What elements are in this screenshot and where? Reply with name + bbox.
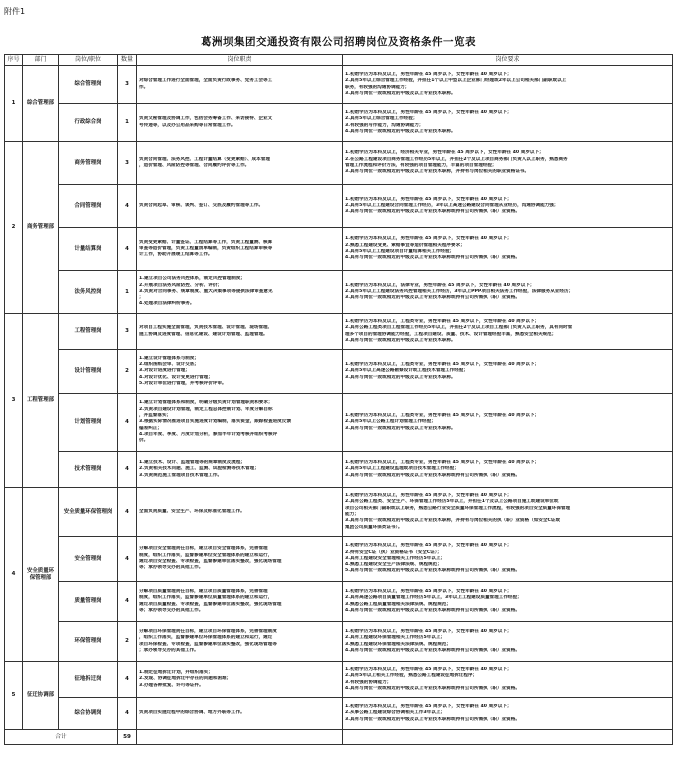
headcount: 3 — [118, 66, 137, 104]
header-cell: 岗位/职位 — [59, 55, 118, 66]
duty-line: 3.负责规范施工管理项目技术管理工作。 — [139, 472, 223, 478]
headcount: 4 — [118, 582, 137, 622]
row-index: 2 — [5, 142, 23, 314]
requirement-line: 1.初始学历为本科及以上，工程类专业，男性年龄在 45 周岁以下，女性年龄在 40 周岁以下； — [345, 460, 540, 466]
requirement-line: 3.具有与岗位一致或相近的中级及以上专业技术职称或持有公司所需执（职）业资格。 — [345, 472, 520, 478]
requirement-line: 2.具有5年以上高速公路勘察设计或工程技术管理工作经验； — [345, 368, 468, 374]
duties-cell — [137, 350, 343, 394]
duty-line: 5.对设计单位进行管理，并考核评价评审。 — [139, 380, 227, 386]
requirement-line: 1.初始学历为本科及以上，男性年龄在 45 周岁以下，女性年龄在 40 周岁以下； — [345, 109, 512, 115]
header-cell: 部门 — [23, 55, 59, 66]
table-row — [5, 662, 673, 698]
requirement-line: 1.初始学历为本科及以上，男性年龄在 45 周岁以下，女性年龄在 40 周岁以下； — [345, 704, 512, 710]
requirement-line: 1.初始学历为本科及以上，经济相关专业，男性年龄在 45 周岁以下，女性年龄在 40 周岁以下； — [345, 150, 544, 156]
requirement-line: 3.具有5年以上工程建设项目计量结算相关工作经验； — [345, 249, 455, 254]
requirement-line: 3.熟悉公路工程质量管理相关法律法规、规程规范； — [345, 601, 452, 607]
duty-line: 2.组织图纸会审、设计交底； — [139, 362, 200, 368]
position-name: 安全质量环保管理岗 — [59, 488, 118, 537]
duty-line: 2.发现、协调征地拆迁中存在的问题和困难； — [139, 676, 232, 682]
requirement-line: 2.具有5年以上综合管理工作经验； — [345, 116, 418, 122]
headcount: 1 — [118, 104, 137, 142]
requirement-line: 3.具有与岗位一致或相近的中级及以上专业技术职称。 — [345, 374, 456, 380]
requirement-line: 3.具有与岗位一致或相近的中级及以上专业技术职称。 — [345, 425, 456, 431]
table-row — [5, 452, 673, 488]
position-name: 设计管理岗 — [59, 350, 118, 394]
duties-cell — [137, 582, 343, 622]
duties-cell — [137, 452, 343, 488]
duty-line: 4.处理项目法律纠纷事务。 — [139, 301, 195, 307]
requirements-cell — [343, 488, 673, 537]
requirements-cell — [343, 228, 673, 271]
requirement-line: 3.具有与岗位一致或相近的中级及以上专业技术职称。 — [345, 337, 456, 343]
duty-line: ，并监督落实； — [139, 413, 172, 419]
attachment-label: 附件1 — [4, 7, 26, 16]
duty-line: 通过项目质量检查、专项检查，监督参建单位落实整改，强化现场管理 — [139, 601, 282, 607]
position-name: 综合协调岗 — [59, 698, 118, 730]
requirement-line: 2.具有公路工程类、安全生产、环保管理工作经历5年以上，并担任1个及以上公路项目施工或建设单位或 — [345, 499, 559, 505]
requirement-line: 理多个项目的管理协调能力经验，工程项目建设、质量、技术、设计管理经验丰富，熟悉安全相关规范； — [345, 331, 557, 337]
duty-line: 3.办理各种批复、许可等证件。 — [139, 682, 204, 688]
position-name: 综合管理岗 — [59, 66, 118, 104]
duty-line: 2.负责相关技术问题、施工、监测、试验检测等技术管理； — [139, 466, 259, 472]
requirements-cell — [343, 350, 673, 394]
headcount: 4 — [118, 488, 137, 537]
duty-line: 等；承办领导交办的其他工作。 — [139, 565, 204, 571]
requirements-cell — [343, 452, 673, 488]
duty-line: 审查等造价管理，负责工程量清单编制，负责组织工程结算审核等 — [139, 245, 273, 251]
duty-line: 1.建立项目公司法务风控体系，制定风控管理制度； — [139, 276, 246, 282]
headcount: 2 — [118, 622, 137, 662]
table-row — [5, 185, 673, 228]
position-name: 技术管理岗 — [59, 452, 118, 488]
requirement-line: 集团公司质量环保类证书）。 — [345, 524, 403, 530]
table-row — [5, 314, 673, 350]
duties-cell — [137, 314, 343, 350]
duty-line: ； — [139, 295, 144, 301]
duty-line: ，组织工作落实，监督参建单位环保管理体系的建立和运行，通过 — [139, 635, 273, 641]
duty-line: 1.建立计划管理体系和制度，明确分级负责计划管理职责和要求； — [139, 400, 273, 406]
department-name: 商务管理部 — [23, 142, 59, 314]
requirement-line: 3.有较强的写作能力，沟通协调能力； — [345, 122, 424, 128]
requirement-line: 2.具有5年以上综合管理工作经验，并担任1个以上中型以上企业部门经理或2年以上公司相关部门副职或以上 — [345, 78, 567, 84]
total-count: 59 — [118, 730, 137, 745]
duty-line: 偏差纠正； — [139, 425, 162, 431]
duties-cell — [137, 394, 343, 452]
duty-line: 分解项目质量管理责任目标，建立项目质量管理体系，完善管理 — [139, 588, 268, 594]
headcount: 3 — [118, 142, 137, 185]
requirement-line: 5.具有与岗位一致或相近的中级及以上专业技术职称或持有公司所需执（职）业资格。 — [345, 568, 520, 574]
requirement-line: 管理工作流程和评价方法，有较强的项目管理能力，丰富的项目管理经验； — [345, 163, 497, 168]
total-row — [5, 730, 673, 745]
duty-line: 负责项目实施过程中的综合协调、地方外联等工作。 — [139, 710, 245, 716]
headcount: 3 — [118, 314, 137, 350]
headcount: 4 — [118, 662, 137, 698]
duty-line: 负责文秘管理及协调工作，包括会务筹备工作、来访接待、企业文 — [139, 116, 273, 122]
requirement-line: 1.初始学历为本科及以上，男性年龄在 45 周岁以下，女性年龄在 40 周岁以下； — [345, 236, 512, 242]
position-name: 工程管理岗 — [59, 314, 118, 350]
position-name: 安全管理岗 — [59, 537, 118, 582]
requirement-line: 3.具有与岗位一致或相近的中级及以上专业技术职称。 — [345, 90, 456, 96]
requirement-line: 2.具有5年以上工程建设监理或项目技术管理工作经验； — [345, 466, 459, 472]
duty-line: 4.对设计优化、设计变更进行管理； — [139, 374, 213, 380]
position-name: 质量管理岗 — [59, 582, 118, 622]
requirement-line: 1.初始学历为本科及以上，男性年龄在 45 周岁以下，女性年龄在 40 周岁以下； — [345, 493, 512, 499]
requirement-line: 4.熟悉工程建设安全生产法律法规、规程规范； — [345, 562, 442, 568]
requirements-cell — [343, 271, 673, 314]
total-empty-cell — [137, 730, 343, 745]
duty-line: 3.负责对合同事务、规章制度、重大决策事项等提供法律审查意见 — [139, 288, 273, 294]
requirement-line: 2.具有工程建设环保管理相关工作经历5年以上； — [345, 635, 446, 641]
requirements-cell — [343, 142, 673, 185]
requirement-line: 1.初始学历为本科及以上，法律专业，男性年龄在 45 周岁以下，女性年龄在 40 周岁以下； — [345, 282, 535, 288]
duty-line: 对综合管理工作进行全面管理，全面负责行政事务、党务工会等工 — [139, 78, 273, 84]
headcount: 4 — [118, 394, 137, 452]
headcount: 4 — [118, 452, 137, 488]
requirements-cell — [343, 582, 673, 622]
table-row — [5, 228, 673, 271]
requirement-line: 4.具有与岗位一致或相近的中级及以上专业技术职称或持有公司所需执（职）业资格。 — [345, 685, 520, 691]
requirement-line: 3.具有工程建设安全管理相关工作经历5年以上； — [345, 555, 446, 561]
requirement-line: 2.具有5年以上相关工作经验，熟悉公路工程建设征地拆迁程序； — [345, 673, 478, 679]
requirement-line: 2.具有5年以上工程建设法务风控管理相关工作经历，3年以上PPP项目相关法务工作经验，法律服务从业经历； — [345, 288, 574, 294]
requirement-line: 4.具有与岗位一致或相近的中级及以上专业技术职称。 — [345, 128, 456, 134]
duty-line: 分解项目环保管理责任目标，建立项目环保管理体系，完善管理制度 — [139, 628, 277, 634]
requirement-line: 1.初始学历为本科及以上，男性年龄在 45 周岁以下，女性年龄在 40 周岁以下； — [345, 543, 512, 549]
requirement-line: 2.具有高速公路项目质量管理工作经历5年以上，3年以上工程建设质量管理工作经验； — [345, 595, 522, 601]
header-cell: 岗位职责 — [137, 55, 343, 66]
duty-line: 2.负责项目建设计划管理，制定工程总体控制计划、年度分解目标 — [139, 406, 273, 412]
position-name: 合同管理岗 — [59, 185, 118, 228]
requirement-line: 3.熟悉工程建设环保管理相关法律法规、规程规范； — [345, 641, 452, 647]
requirement-line: 1.初始学历为本科及以上，男性年龄在 45 周岁以下，女性年龄在 40 周岁以下； — [345, 588, 512, 594]
duty-line: 3.根据实际情况推进项目实施进度计划编制，落实资金，跟踪检查进度反馈 — [139, 419, 291, 425]
requirement-line: 3.具有与岗位一致或相近的中级及以上专业技术职称或持有公司所需执（职）业资格。 — [345, 209, 520, 215]
requirement-line: 3.有较强的协调能力； — [345, 679, 392, 685]
row-index: 4 — [5, 488, 23, 662]
duty-line: 计工作，协助开展竣工结算等工作。 — [139, 252, 213, 258]
position-name: 环保管理岗 — [59, 622, 118, 662]
duty-line: 对项目工程实施全面管理，负责技术管理、设计管理、现场管理、 — [139, 325, 273, 331]
table-row — [5, 66, 673, 104]
table-row — [5, 582, 673, 622]
recruitment-table — [4, 54, 673, 745]
requirements-cell — [343, 314, 673, 350]
duty-line: 制度，组织工作落实，监督参建单位安全管理体系的建立和运行， — [139, 552, 273, 558]
duty-line: 全面负责质量、安全生产、环保及标准化管理工作。 — [139, 508, 245, 514]
position-name: 计划管理岗 — [59, 394, 118, 452]
requirements-cell — [343, 622, 673, 662]
requirement-line: 3.具有与岗位一致或相近的中级及以上专业技术职称或持有公司所需执（职）业资格。 — [345, 295, 520, 301]
requirement-line: 1.初始学历为本科及以上，工程类专业，男性年龄在 45 周岁以下，女性年龄在 40 周岁以下； — [345, 318, 540, 324]
requirement-line: 3.具有与岗位一致或相近的中级及以上专业技术职称或持有公司所需执（职）业资格。 — [345, 716, 520, 722]
duty-line: 3.对设计进度进行管理； — [139, 368, 190, 374]
requirement-line: 项目公司相关部门副职或以上职务，熟悉公路行业安全质量环保管理工作流程，有较强的项目安全质量环保管理 — [345, 505, 571, 511]
requirement-line: 3.具有与岗位一致或相近的中级及以上专业技术职称，并持有与岗位相关的职业资格证书。 — [345, 169, 530, 175]
duties-cell — [137, 698, 343, 730]
header-cell: 序号 — [5, 55, 23, 66]
position-name: 商务管理岗 — [59, 142, 118, 185]
headcount: 4 — [118, 537, 137, 582]
table-row — [5, 394, 673, 452]
duties-cell — [137, 271, 343, 314]
headcount: 4 — [118, 185, 137, 228]
requirements-cell — [343, 104, 673, 142]
duty-line: 负责变更索赔、计量签证、工程结算等工作，负责工程量测、核算 — [139, 239, 273, 245]
requirement-line: 1.初始学历为本科及以上，男性年龄在 45 周岁以下，女性年龄在 40 周岁以下； — [345, 196, 512, 202]
requirements-cell — [343, 662, 673, 698]
header-cell: 岗位要求 — [343, 55, 673, 66]
duties-cell — [137, 228, 343, 271]
duty-line: 分解项目安全管理责任目标，建立项目安全管理体系，完善管理 — [139, 546, 268, 552]
duties-cell — [137, 142, 343, 185]
header-cell: 数量 — [118, 55, 137, 66]
requirement-line: 1.初始学历为本科及以上，男性年龄在 45 周岁以下，女性年龄在 40 周岁以下； — [345, 628, 512, 634]
duties-cell — [137, 488, 343, 537]
requirement-line: 2.具有5年以上工程建设合同管理工作经历，3年以上高速公路建设合同管理从业经历，沟通协调能力强； — [345, 202, 559, 208]
row-index: 5 — [5, 662, 23, 730]
duties-cell — [137, 104, 343, 142]
requirement-line: 2.具有5年以上公路工程计划管理工作经验； — [345, 419, 436, 425]
requirements-cell — [343, 66, 673, 104]
row-index: 1 — [5, 66, 23, 142]
requirement-line: 职务，有较强的沟通协调能力； — [345, 84, 410, 90]
requirement-line: 2.熟悉工程建设变更、索赔事宜等造价管理相关程序要求； — [345, 242, 465, 248]
headcount: 1 — [118, 271, 137, 314]
table-row — [5, 537, 673, 582]
duty-line: 号传递等，以及办公用品采购等日常管理工作。 — [139, 122, 236, 128]
duty-line: 2.开展项目法务风险防控、分析、评价； — [139, 282, 223, 288]
requirement-line: 1.初始学历为本科及以上，男性年龄在 45 周岁以下，女性年龄在 40 周岁以下； — [345, 666, 512, 672]
requirement-line: 1.初始学历为本科及以上，工程类专业，男性年龄在 45 周岁以下，女性年龄在 40 周岁以下； — [345, 362, 540, 368]
requirement-line: 4.具有与岗位一致或相近的中级及以上专业技术职称或持有公司所需执（职）业资格。 — [345, 647, 520, 653]
duty-line: 施工协调及进度管理、信息化建设、建设计划管理、监理管理。 — [139, 331, 268, 337]
table-row — [5, 350, 673, 394]
total-empty-cell — [343, 730, 673, 745]
requirement-line: 1.初始学历为本科及以上，工程类专业，男性年龄在 45 周岁以下，女性年龄在 40 周岁以下； — [345, 413, 540, 419]
requirements-cell — [343, 698, 673, 730]
requirement-line: 2.持有安全C证（执）业资格证书（安全C证）； — [345, 549, 442, 555]
row-index: 3 — [5, 314, 23, 488]
department-name: 工程管理部 — [23, 314, 59, 488]
duty-line: 负责合同起草、审核、谈判、签订、交底及履约管理等工作。 — [139, 202, 264, 208]
requirement-line: 2.在公路工程建设项目商务管理工作经历5年以上，并担任2个及以上项目商务部门负责人以上职务，熟悉商务 — [345, 156, 568, 162]
header-row — [5, 55, 673, 66]
requirement-line: 3.具有与岗位一致或相近的中级及以上专业技术职称，并持有与岗位相关的执（职）业资格（如安全C证或 — [345, 518, 561, 524]
duty-line: 1.建立技术、设计、监理管理等的规章制度及流程； — [139, 460, 246, 466]
department-name: 综合管理部 — [23, 66, 59, 142]
duty-line: 价。 — [139, 438, 149, 444]
requirements-cell — [343, 394, 673, 452]
duty-line: 1.建立设计管理体系与制度； — [139, 355, 200, 361]
requirement-line: 2.具有公路工程类项目工程管理工作经历5年以上，并担任2个及以上项目工程部门负责人以上职务，具有同时管 — [345, 325, 573, 331]
department-name: 安全质量环保管理部 — [23, 488, 59, 662]
requirements-cell — [343, 185, 673, 228]
duties-cell — [137, 66, 343, 104]
duties-cell — [137, 537, 343, 582]
table-row — [5, 104, 673, 142]
table-row — [5, 698, 673, 730]
duties-cell — [137, 185, 343, 228]
requirement-line: 能力； — [345, 512, 359, 517]
headcount: 2 — [118, 350, 137, 394]
requirement-line: 1.初始学历为本科及以上，男性年龄在 45 周岁以下，女性年龄在 40 周岁以下； — [345, 71, 512, 77]
duty-line: 负责合同管理、法务风控、工程计量结算（变更索赔）、成本管理 — [139, 156, 270, 162]
department-name: 征迁协调部 — [23, 662, 59, 730]
total-label: 合计 — [5, 730, 118, 745]
headcount: 4 — [118, 228, 137, 271]
table-row — [5, 142, 673, 185]
position-name: 行政综合岗 — [59, 104, 118, 142]
duties-cell — [137, 622, 343, 662]
duty-line: 4.项目年度、季度、月度计划分析，参加半年计划考核并组织考核评 — [139, 431, 278, 437]
requirements-cell — [343, 537, 673, 582]
duties-cell — [137, 662, 343, 698]
requirement-line: 4.具有与岗位一致或相近的中级及以上专业技术职称或持有公司所需执（职）业资格。 — [345, 607, 520, 613]
headcount: 4 — [118, 698, 137, 730]
requirement-line: 2.从事公路工程建设综合协调相关工作3年以上； — [345, 710, 446, 716]
duty-line: 等；承办领导交办的其他工作。 — [139, 607, 204, 613]
table-row — [5, 271, 673, 314]
position-name: 法务风控岗 — [59, 271, 118, 314]
duty-line: 通过项目安全检查、专项检查，监督参建单位落实整改，强化现场管理 — [139, 559, 282, 564]
position-name: 计量结算岗 — [59, 228, 118, 271]
page-title: 葛洲坝集团交通投资有限公司招聘岗位及资格条件一览表 — [201, 36, 476, 48]
table-row — [5, 488, 673, 537]
duty-line: 1.制定征地拆迁计划，并组织落实； — [139, 670, 213, 676]
position-name: 征地拆迁岗 — [59, 662, 118, 698]
duty-line: 作。 — [139, 84, 149, 90]
requirement-line: 4.具有与岗位一致或相近的中级及以上专业技术职称或持有公司所需执（职）业资格。 — [345, 255, 520, 261]
duty-line: ，造价管理、风险防控等管理、合同履约评价等工作。 — [139, 163, 250, 168]
duty-line: 项目环保检查、专项检查，监督参建单位落实整改，强化现场管理等 — [139, 641, 277, 647]
duty-line: ；承办领导交办的其他工作。 — [139, 647, 199, 653]
table-row — [5, 622, 673, 662]
duty-line: 制度，组织工作落实，监督参建单位质量管理体系的建立和运行， — [139, 595, 273, 601]
